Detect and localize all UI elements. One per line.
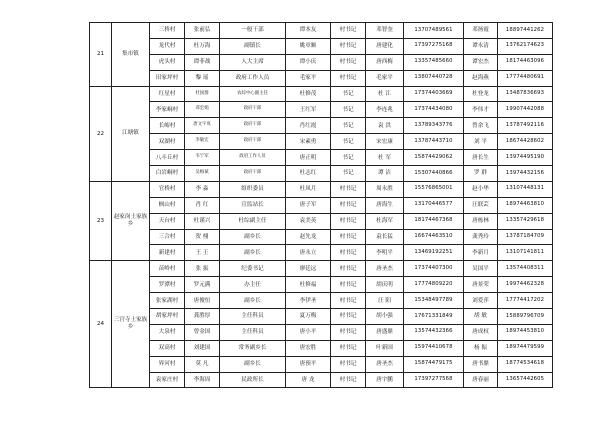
village-contact-table <box>89 22 553 388</box>
village-role-cell: 村书记 <box>331 213 366 229</box>
contact-person-cell: 肖红霞 <box>286 118 331 134</box>
cadre-position-cell: 杜综副主任 <box>220 213 286 229</box>
village-role-cell: 村书记 <box>331 277 366 293</box>
cadre-name-cell: 黎 瑶 <box>185 70 220 86</box>
village-name-cell: 官桥村 <box>150 181 185 197</box>
cadre-position-cell: 政府干部 <box>220 134 286 150</box>
secretary-phone-cell: 18174467368 <box>404 213 464 229</box>
secretary-phone-cell: 13469192251 <box>404 245 464 261</box>
village-role-cell: 村书记 <box>331 340 366 356</box>
cadre-position-cell: 副乡长 <box>220 245 286 261</box>
table-row <box>90 102 553 118</box>
director-name-cell: 杜登龙 <box>464 86 498 102</box>
town-name: 赵家岗土家族乡 <box>112 181 150 260</box>
cadre-name-cell: 刘建国 <box>185 340 220 356</box>
contact-person-cell: 夏万梅 <box>286 309 331 325</box>
cadre-name-cell: 莫 凡 <box>185 356 220 372</box>
cadre-position-cell: 组织委员 <box>220 181 286 197</box>
cadre-position-cell: 副乡长 <box>220 356 286 372</box>
village-name-cell: 红星村 <box>150 86 185 102</box>
contact-person-cell: 杜修福 <box>286 277 331 293</box>
contact-person-cell: 毛家平 <box>286 70 331 86</box>
town-name: 集市镇 <box>112 23 150 87</box>
director-phone-cell: 13107448131 <box>498 181 553 197</box>
cadre-position-cell: 宣监站长 <box>220 197 286 213</box>
cadre-name-cell: 杜万海 <box>185 38 220 54</box>
table-row <box>90 213 553 229</box>
secretary-name-cell: 李连兆 <box>366 102 404 118</box>
cadre-name-cell: 李敏宏 <box>185 134 220 150</box>
village-name-cell: 枫山村 <box>150 197 185 213</box>
secretary-phone-cell: 15576865001 <box>404 181 464 197</box>
director-name-cell: 邓扬霞 <box>464 23 498 39</box>
table-row <box>90 23 553 39</box>
village-role-cell: 村书记 <box>331 38 366 54</box>
director-phone-cell: 15889796709 <box>498 309 553 325</box>
village-role-cell: 村书记 <box>331 372 366 388</box>
table-row <box>90 229 553 245</box>
cadre-position-cell: 一般干部 <box>220 23 286 39</box>
secretary-name-cell: 毛家平 <box>366 70 404 86</box>
director-name-cell: 李新月 <box>464 245 498 261</box>
village-role-cell: 书记 <box>331 86 366 102</box>
secretary-phone-cell: 15307440866 <box>404 166 464 182</box>
cadre-position-cell: 政府干部 <box>220 118 286 134</box>
director-phone-cell: 13974432156 <box>498 166 553 182</box>
village-role-cell: 村书记 <box>331 309 366 325</box>
village-name-cell: 三合村 <box>150 229 185 245</box>
director-name-cell: 李伟才 <box>464 102 498 118</box>
group-number: 22 <box>90 86 112 181</box>
cadre-name-cell: 杜谨兴 <box>185 213 220 229</box>
village-name-cell: 胡家坪村 <box>150 309 185 325</box>
secretary-phone-cell: 17374403669 <box>404 86 464 102</box>
secretary-name-cell: 唐圣杰 <box>366 356 404 372</box>
secretary-phone-cell: 13787443710 <box>404 134 464 150</box>
village-name-cell: 界河村 <box>150 356 185 372</box>
cadre-name-cell: 贺 栩 <box>185 229 220 245</box>
secretary-phone-cell: 17671331849 <box>404 309 464 325</box>
cadre-position-cell: 办主任 <box>220 277 286 293</box>
table-row <box>90 324 553 340</box>
secretary-name-cell: 李明平 <box>366 245 404 261</box>
secretary-name-cell: 唐宇鹏 <box>366 372 404 388</box>
cadre-name-cell: 肖 红 <box>185 197 220 213</box>
group-number: 21 <box>90 23 112 87</box>
cadre-name-cell: 罗元满 <box>185 277 220 293</box>
contact-person-cell: 杜凤月 <box>286 181 331 197</box>
cadre-position-cell: 民政所长 <box>220 372 286 388</box>
table-row <box>90 356 553 372</box>
secretary-name-cell: 杜 江 <box>366 86 404 102</box>
village-role-cell: 村书记 <box>331 324 366 340</box>
village-name-cell: 虎头村 <box>150 54 185 70</box>
secretary-name-cell: 唐西梅 <box>366 54 404 70</box>
cadre-name-cell: 李 淼 <box>185 181 220 197</box>
secretary-name-cell: 杜海军 <box>366 213 404 229</box>
director-name-cell: 唐栋林 <box>464 213 498 229</box>
table-row <box>90 181 553 197</box>
village-role-cell: 村书记 <box>331 23 366 39</box>
secretary-phone-cell: 17397275168 <box>404 38 464 54</box>
secretary-name-cell: 胡小强 <box>366 309 404 325</box>
cadre-name-cell: 杜国群 <box>185 86 220 102</box>
village-role-cell: 村书记 <box>331 229 366 245</box>
contact-person-cell: 姚章顺 <box>286 38 331 54</box>
cadre-position-cell: 副乡长 <box>220 293 286 309</box>
table-row <box>90 38 553 54</box>
director-name-cell: 唐春丽 <box>464 372 498 388</box>
contact-person-cell: 唐 龙 <box>286 372 331 388</box>
cadre-name-cell: 龚胜厚 <box>185 309 220 325</box>
village-role-cell: 书记 <box>331 150 366 166</box>
director-phone-cell: 13974495190 <box>498 150 553 166</box>
director-name-cell: 杨 振 <box>464 340 498 356</box>
village-name-cell: 双高村 <box>150 340 185 356</box>
village-role-cell: 村书记 <box>331 197 366 213</box>
secretary-name-cell: 汪 阳 <box>366 293 404 309</box>
secretary-phone-cell: 17774809220 <box>404 277 464 293</box>
table-row <box>90 309 553 325</box>
village-name-cell: 长峪村 <box>150 118 185 134</box>
secretary-name-cell: 唐盛鼎 <box>366 324 404 340</box>
director-name-cell: 汪联芸 <box>464 197 498 213</box>
cadre-position-cell: 副镇长 <box>220 38 286 54</box>
cadre-position-cell: 常务副乡长 <box>220 340 286 356</box>
cadre-name-cell: 张前弘 <box>185 23 220 39</box>
village-role-cell: 村书记 <box>331 245 366 261</box>
secretary-phone-cell: 13807440728 <box>404 70 464 86</box>
director-name-cell: 赵小华 <box>464 181 498 197</box>
contact-person-cell: 唐子军 <box>286 197 331 213</box>
contact-person-cell: 杜修茂 <box>286 86 331 102</box>
table-row <box>90 293 553 309</box>
director-name-cell: 唐成权 <box>464 324 498 340</box>
director-name-cell: 龚秀玲 <box>464 229 498 245</box>
secretary-phone-cell: 15874429062 <box>404 150 464 166</box>
table-row <box>90 118 553 134</box>
village-name-cell: 白岩峒村 <box>150 166 185 182</box>
contact-person-cell: 袁美英 <box>286 213 331 229</box>
contact-person-cell: 谭小庆 <box>286 54 331 70</box>
secretary-phone-cell: 16674463510 <box>404 229 464 245</box>
secretary-name-cell: 叶新国 <box>366 340 404 356</box>
village-name-cell: 罗潭村 <box>150 277 185 293</box>
secretary-phone-cell: 17397277568 <box>404 372 464 388</box>
director-phone-cell: 13487836693 <box>498 86 553 102</box>
village-name-cell: 双湖村 <box>150 134 185 150</box>
director-phone-cell: 17774480691 <box>498 70 553 86</box>
secretary-phone-cell: 13789343776 <box>404 118 464 134</box>
contact-person-cell: 唐小平 <box>286 324 331 340</box>
table-row <box>90 166 553 182</box>
cadre-name-cell: 韦宁军 <box>185 150 220 166</box>
director-phone-cell: 13574408311 <box>498 261 553 277</box>
cadre-position-cell: 主任科员 <box>220 324 286 340</box>
director-phone-cell: 13107141811 <box>498 245 553 261</box>
contact-person-cell: 谭本友 <box>286 23 331 39</box>
director-phone-cell: 17774417202 <box>498 293 553 309</box>
contact-person-cell: 唐宏胜 <box>286 340 331 356</box>
director-phone-cell: 18774534618 <box>498 356 553 372</box>
director-phone-cell: 18974453810 <box>498 324 553 340</box>
secretary-name-cell: 袁 洪 <box>366 118 404 134</box>
secretary-phone-cell: 15974410678 <box>404 340 464 356</box>
table-row <box>90 197 553 213</box>
village-name-cell: 大泉村 <box>150 324 185 340</box>
village-name-cell: 八斗丘村 <box>150 150 185 166</box>
director-name-cell: 曾余飞 <box>464 118 498 134</box>
director-name-cell: 刘爱萍 <box>464 293 498 309</box>
secretary-name-cell: 周永胜 <box>366 181 404 197</box>
cadre-position-cell: 政府工作人员 <box>220 150 286 166</box>
village-role-cell: 书记 <box>331 134 366 150</box>
director-phone-cell: 18974463810 <box>498 197 553 213</box>
director-name-cell: 罗 群 <box>464 166 498 182</box>
table-row <box>90 150 553 166</box>
village-name-cell: 苗岭村 <box>150 261 185 277</box>
director-name-cell: 谭宏杰 <box>464 54 498 70</box>
contact-person-cell: 唐预平 <box>286 356 331 372</box>
secretary-phone-cell: 13357485660 <box>404 54 464 70</box>
secretary-name-cell: 胡庆明 <box>366 277 404 293</box>
secretary-name-cell: 邓智奎 <box>366 23 404 39</box>
table-row <box>90 245 553 261</box>
village-role-cell: 村书记 <box>331 293 366 309</box>
cadre-name-cell: 吴梅斌 <box>185 166 220 182</box>
secretary-phone-cell: 15874479175 <box>404 356 464 372</box>
secretary-name-cell: 宋宏康 <box>366 134 404 150</box>
cadre-position-cell: 政府工作人员 <box>220 70 286 86</box>
town-name: 江塘镇 <box>112 86 150 181</box>
contact-person-cell: 廖廷远 <box>286 261 331 277</box>
director-name-cell: 赵海燕 <box>464 70 498 86</box>
secretary-phone-cell: 17374407300 <box>404 261 464 277</box>
secretary-name-cell: 唐圣杰 <box>366 261 404 277</box>
table-row <box>90 340 553 356</box>
village-role-cell: 村书记 <box>331 356 366 372</box>
director-phone-cell: 18674428602 <box>498 134 553 150</box>
director-name-cell: 唐书鼎 <box>464 356 498 372</box>
director-name-cell: 唐景荣 <box>464 277 498 293</box>
director-phone-cell: 13657442605 <box>498 372 553 388</box>
cadre-name-cell: 谭菲战 <box>185 54 220 70</box>
director-phone-cell: 18974479599 <box>498 340 553 356</box>
village-name-cell: 龙代村 <box>150 38 185 54</box>
town-name: 三官寺土家族乡 <box>112 261 150 388</box>
secretary-phone-cell: 13170446577 <box>404 197 464 213</box>
director-phone-cell: 19974462328 <box>498 277 553 293</box>
director-phone-cell: 19907442088 <box>498 102 553 118</box>
cadre-name-cell: 张 振 <box>185 261 220 277</box>
cadre-position-cell: 政府干部 <box>220 166 286 182</box>
secretary-name-cell: 谭 洁 <box>366 166 404 182</box>
contact-person-cell: 赵先龙 <box>286 229 331 245</box>
secretary-name-cell: 袁长猛 <box>366 229 404 245</box>
table-row <box>90 86 553 102</box>
cadre-name-cell: 邓宏娟 <box>185 102 220 118</box>
cadre-name-cell: 王 王 <box>185 245 220 261</box>
cadre-position-cell: 政府干部 <box>220 102 286 118</box>
contact-person-cell: 唐永立 <box>286 245 331 261</box>
contact-person-cell: 王红军 <box>286 102 331 118</box>
director-phone-cell: 13787492116 <box>498 118 553 134</box>
table-row <box>90 372 553 388</box>
contact-person-cell: 李伊圣 <box>286 293 331 309</box>
table-row <box>90 134 553 150</box>
village-role-cell: 村书记 <box>331 181 366 197</box>
secretary-name-cell: 杜 军 <box>366 150 404 166</box>
table-body <box>90 23 553 388</box>
contact-person-cell: 唐正明 <box>286 150 331 166</box>
director-name-cell: 谭永清 <box>464 38 498 54</box>
director-name-cell: 胡 敏 <box>464 309 498 325</box>
village-name-cell: 三桥村 <box>150 23 185 39</box>
group-number: 23 <box>90 181 112 260</box>
cadre-name-cell: 唐俊恒 <box>185 293 220 309</box>
table-row <box>90 70 553 86</box>
village-name-cell: 李家峒村 <box>150 102 185 118</box>
village-role-cell: 村书记 <box>331 261 366 277</box>
village-role-cell: 书记 <box>331 102 366 118</box>
village-role-cell: 村书记 <box>331 54 366 70</box>
director-phone-cell: 13762174623 <box>498 38 553 54</box>
director-name-cell: 刘 平 <box>464 134 498 150</box>
secretary-name-cell: 唐海生 <box>366 197 404 213</box>
cadre-position-cell: 副乡长 <box>220 229 286 245</box>
cadre-name-cell: 唐文宇岚 <box>185 118 220 134</box>
village-role-cell: 村书记 <box>331 70 366 86</box>
director-name-cell: 吴国平 <box>464 261 498 277</box>
village-name-cell: 天台村 <box>150 213 185 229</box>
director-phone-cell: 18174463096 <box>498 54 553 70</box>
table-row <box>90 54 553 70</box>
secretary-phone-cell: 15348497789 <box>404 293 464 309</box>
contact-person-cell: 宋素勇 <box>286 134 331 150</box>
director-phone-cell: 13357429618 <box>498 213 553 229</box>
group-number: 24 <box>90 261 112 388</box>
cadre-position-cell: 主任科员 <box>220 309 286 325</box>
cadre-name-cell: 李海周 <box>185 372 220 388</box>
village-role-cell: 书记 <box>331 166 366 182</box>
cadre-position-cell: 人大主席 <box>220 54 286 70</box>
table-row <box>90 261 553 277</box>
director-phone-cell: 18897441262 <box>498 23 553 39</box>
village-role-cell: 书记 <box>331 118 366 134</box>
director-phone-cell: 13787184709 <box>498 229 553 245</box>
cadre-position-cell: 农综中心副主任 <box>220 86 286 102</box>
village-name-cell: 张家湖村 <box>150 293 185 309</box>
cadre-position-cell: 纪委书记 <box>220 261 286 277</box>
secretary-name-cell: 唐建化 <box>366 38 404 54</box>
director-name-cell: 唐长生 <box>464 150 498 166</box>
village-name-cell: 袁家庄村 <box>150 372 185 388</box>
cadre-name-cell: 曾金国 <box>185 324 220 340</box>
table-row <box>90 277 553 293</box>
village-name-cell: 新建村 <box>150 245 185 261</box>
contact-person-cell: 杜志红 <box>286 166 331 182</box>
secretary-phone-cell: 13574432366 <box>404 324 464 340</box>
village-name-cell: 田家坪村 <box>150 70 185 86</box>
secretary-phone-cell: 13707489561 <box>404 23 464 39</box>
secretary-phone-cell: 17374434080 <box>404 102 464 118</box>
